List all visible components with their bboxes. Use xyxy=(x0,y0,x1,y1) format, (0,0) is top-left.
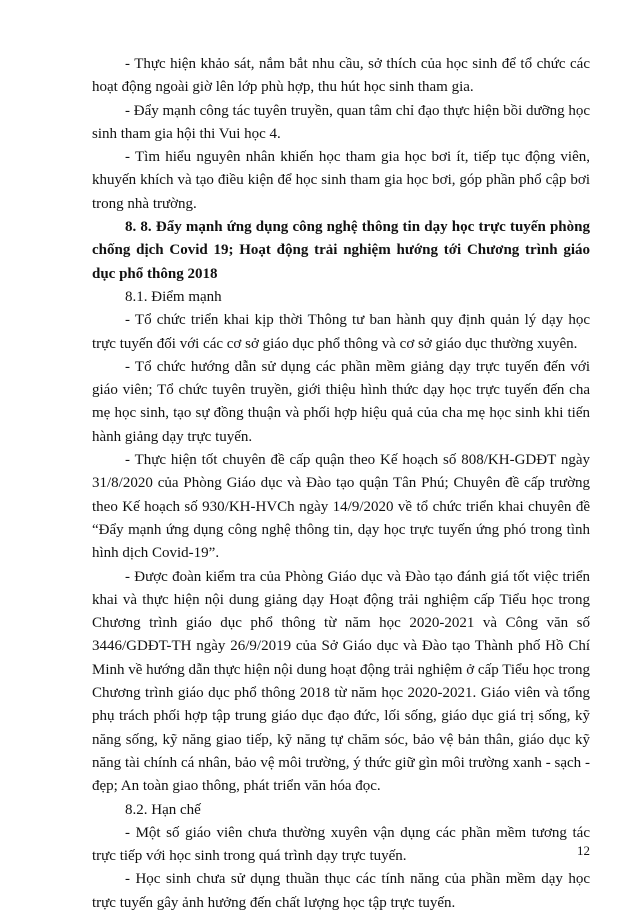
subheading-strengths: 8.1. Điểm mạnh xyxy=(125,288,222,305)
paragraph-circular: - Tổ chức triển khai kịp thời Thông tư ban hành quy định quản lý dạy học trực tuyến đối với các cơ sở giáo dục phổ thông và cơ sở giáo dục thường xuyên. xyxy=(92,312,590,352)
paragraph-propaganda: - Đẩy mạnh công tác tuyên truyền, quan tâm chỉ đạo thực hiện bồi dưỡng học sinh tham gia hội thi Vui học 4. xyxy=(92,102,590,142)
paragraph-district-topic: - Thực hiện tốt chuyên đề cấp quận theo Kế hoạch số 808/KH-GDĐT ngày 31/8/2020 của Phòng Giáo dục và Đào tạo quận Tân Phú; Chuyên đề cấp trường theo Kế hoạch số 930/KH-HVCh ngày 14/9/2020 về tổ chức triển khai chuyên đề “Đẩy mạnh ứng dụng công nghệ thông tin, dạy học trực tuyến ứng phó trong tình hình dịch Covid-19”. xyxy=(92,452,590,562)
paragraph-software-guidance: - Tổ chức hướng dẫn sử dụng các phần mềm giảng dạy trực tuyến đến với giáo viên; Tổ chức tuyên truyền, giới thiệu hình thức dạy học trực tuyến đến cha mẹ học sinh, tạo sự đồng thuận và phối hợp hiệu quả của cha mẹ học sinh khi tiến hành giảng dạy trực tuyến. xyxy=(92,358,590,445)
paragraph-inspection: - Được đoàn kiểm tra của Phòng Giáo dục và Đào tạo đánh giá tốt việc triển khai và thực hiện nội dung giảng dạy Hoạt động trải nghiệm cấp Tiểu học trong Chương trình giáo dục phổ thông từ năm học 2020-2021 và Công văn số 3446/GDĐT-TH ngày 26/9/2019 của Sở Giáo dục và Đào tạo Thành phố Hồ Chí Minh về hướng dẫn thực hiện nội dung hoạt động trải nghiệm ở cấp Tiểu học trong Chương trình giáo dục phổ thông 2018 từ năm học 2020-2021. Giáo viên và tổng phụ trách phối hợp tập trung giáo dục đạo đức, lối sống, giáo dục giá trị sống, kỹ năng sống, kỹ năng giao tiếp, kỹ năng tự chăm sóc, bảo vệ bản thân, giáo dục kỹ năng tài chính cá nhân, bảo vệ môi trường, ý thức giữ gìn môi trường xanh - sạch - đẹp; An toàn giao thông, phát triển văn hóa đọc. xyxy=(92,568,590,795)
subheading-limitations: 8.2. Hạn chế xyxy=(125,801,201,818)
paragraph-teachers-limitation: - Một số giáo viên chưa thường xuyên vận dụng các phần mềm tương tác trực tiếp với học sinh trong quá trình dạy trực tuyến. xyxy=(92,824,590,865)
page-number: 12 xyxy=(577,843,590,858)
paragraph-students-limitation: - Học sinh chưa sử dụng thuần thục các tính năng của phần mềm dạy học trực tuyến gây ảnh hưởng đến chất lượng học tập trực tuyến. xyxy=(92,871,590,911)
section-heading-8-8: 8. 8. Đẩy mạnh ứng dụng công nghệ thông tin dạy học trực tuyến phòng chống dịch Covid 19; Hoạt động trải nghiệm hướng tới Chương trình giáo dục phổ thông 2018 xyxy=(92,219,590,282)
page-body xyxy=(92,53,590,915)
paragraph-swimming: - Tìm hiểu nguyên nhân khiến học tham gia học bơi ít, tiếp tục động viên, khuyến khích và tạo điều kiện để học sinh tham gia học bơi, góp phần phổ cập bơi trong nhà trường. xyxy=(92,149,590,212)
paragraph-survey: - Thực hiện khảo sát, nắm bắt nhu cầu, sở thích của học sinh để tổ chức các hoạt động ngoài giờ lên lớp phù hợp, thu hút học sinh tham gia. xyxy=(92,56,590,96)
